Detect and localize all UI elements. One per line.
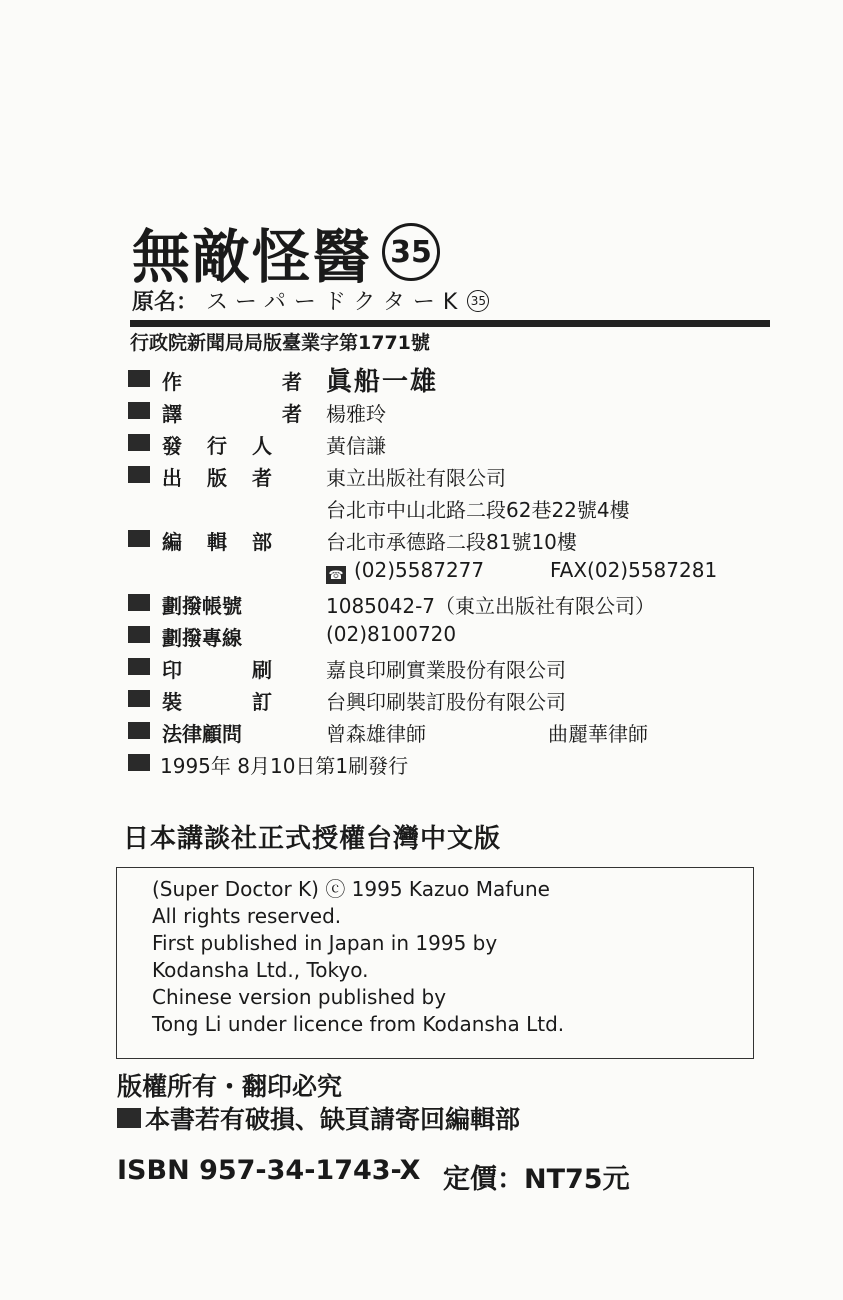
credit-value: 楊雅玲	[326, 402, 386, 426]
credit-label: 編 輯 部	[162, 530, 272, 554]
credit-contact	[128, 556, 768, 588]
credit-label: 譯 者	[162, 402, 302, 426]
publication-date-text: 1995年 8月10日第1刷發行	[160, 754, 409, 778]
credit-editorial	[128, 524, 768, 556]
bullet-square	[128, 434, 150, 451]
credit-value: 曾森雄律師	[326, 722, 426, 746]
credit-label: 裝 訂	[162, 690, 272, 714]
price: 定價：NT75元	[443, 1164, 630, 1195]
original-title: スーパードクターK	[206, 290, 466, 315]
credit-translator	[128, 396, 768, 428]
credit-label: 發 行 人	[162, 434, 272, 458]
credit-publisher-address	[128, 492, 768, 524]
bullet-square	[128, 466, 150, 483]
credit-value: 嘉良印刷實業股份有限公司	[326, 658, 566, 682]
copyright-line: Chinese version published by	[152, 985, 447, 1009]
authorization-statement: 日本講談社正式授權台灣中文版	[123, 824, 502, 854]
credit-value: 東立出版社有限公司	[326, 466, 506, 490]
credit-publisher	[128, 460, 768, 492]
bullet-square	[128, 370, 150, 387]
credit-value-2: 曲麗華律師	[548, 722, 648, 746]
credit-hotline	[128, 620, 768, 652]
bullet-square	[128, 626, 150, 643]
credit-value: 眞船一雄	[326, 367, 439, 397]
credit-label: 劃撥專線	[162, 626, 242, 650]
bullet-square	[128, 754, 150, 771]
bullet-square	[128, 722, 150, 739]
phone-line	[326, 558, 484, 584]
credit-label: 法律顧問	[162, 722, 242, 746]
original-title-label: 原名：	[132, 290, 199, 315]
credit-value: (02)8100720	[326, 622, 457, 646]
publication-date	[128, 748, 768, 780]
original-title-row	[132, 285, 489, 316]
copyright-line: All rights reserved.	[152, 904, 342, 928]
bullet-square	[117, 1108, 141, 1128]
credit-value: 1085042-7（東立出版社有限公司）	[326, 594, 656, 618]
credit-binding	[128, 684, 768, 716]
copyright-line: First published in Japan in 1995 by	[152, 931, 498, 955]
phone-icon: ☎	[326, 566, 346, 584]
bullet-square	[128, 690, 150, 707]
book-title: 無敵怪醫	[132, 223, 373, 291]
credit-account	[128, 588, 768, 620]
copyright-line: Kodansha Ltd., Tokyo.	[152, 958, 369, 982]
publisher-address: 台北市中山北路二段62巷22號4樓	[326, 498, 630, 522]
credits-list	[128, 364, 768, 780]
credit-value: 台興印刷裝訂股份有限公司	[326, 690, 566, 714]
license-number: 行政院新聞局局版臺業字第1771號	[130, 332, 430, 354]
rights-reserved: 版權所有・翻印必究	[117, 1072, 343, 1101]
credit-value: 台北市承德路二段81號10樓	[326, 530, 577, 554]
copyright-line: Tong Li under licence from Kodansha Ltd.	[152, 1012, 565, 1036]
credit-label: 出 版 者	[162, 466, 272, 490]
title-row	[132, 210, 440, 294]
phone-number: (02)5587277	[354, 558, 485, 582]
isbn: ISBN 957-34-1743-X	[117, 1155, 421, 1186]
credit-publisher-person	[128, 428, 768, 460]
volume-badge: 35	[382, 223, 440, 281]
copyright-line: (Super Doctor K) ⓒ 1995 Kazuo Mafune	[152, 877, 550, 901]
original-volume-badge: 35	[467, 290, 489, 312]
damaged-notice	[117, 1100, 520, 1136]
damaged-notice-text: 本書若有破損、缺頁請寄回編輯部	[145, 1105, 521, 1134]
fax-number: FAX(02)5587281	[550, 558, 718, 582]
credit-legal	[128, 716, 768, 748]
credit-label: 作 者	[162, 370, 302, 394]
credit-label: 劃撥帳號	[162, 594, 242, 618]
credit-label: 印 刷	[162, 658, 272, 682]
credit-value: 黃信謙	[326, 434, 386, 458]
credit-printing	[128, 652, 768, 684]
credit-author	[128, 364, 768, 396]
bullet-square	[128, 530, 150, 547]
bullet-square	[128, 658, 150, 675]
bullet-square	[128, 594, 150, 611]
bullet-square	[128, 402, 150, 419]
copyright-box	[116, 867, 754, 1059]
divider-rule	[130, 320, 770, 327]
